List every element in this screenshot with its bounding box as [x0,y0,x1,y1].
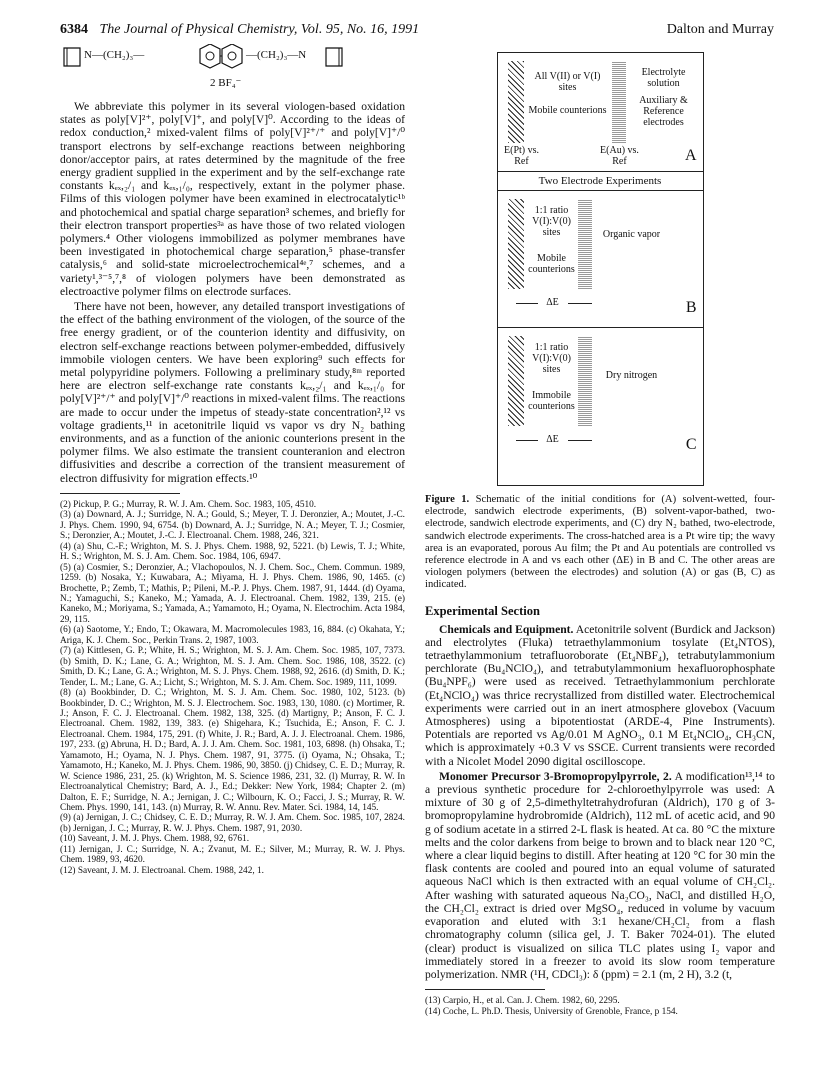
panel-b [498,191,703,328]
monomer-paragraph [425,770,775,981]
body-paragraph-2: There have not been, however, any detailed transport investigations of the effect of the bathing environment of the viologen, of the source of the free energy gradient, or of the counterion identity and diffusivity, on electron self-exchange reactions between polymer-embedded, diffusively immobile viologen centers. We have been exploring⁹ such effects for metal polypyridine polymers. Following a preliminary study,⁸ᵐ reported here are electron self-exchange rate constants kₑₓ,₂/₁ and kₑₓ,₁/₀ for poly[V]²⁺/⁺ and poly[V]⁺/⁰ reactions in mixed-valent films. The reactions are made to occur under the impetus of steady-state concentration²,¹² vs voltage gradients,¹¹ in acetonitrile liquid vs vapor vs dry N₂ bathing environments, and as a function of the anionic counterions present in the polymer films. We also estimate the transient counteranion and electron diffusivities and describe a correction of the transient measurement of electron diffusivity for migration effects.¹⁰ [60,300,405,485]
reference-item: (11) Jernigan, J. C.; Surridge, N. A.; Zvanut, M. E.; Silver, M.; Murray, R. W. J. Phys. Chem. 1989, 93, 4620. [60,844,405,866]
running-authors: Dalton and Murray [666,22,774,37]
figure-caption-label: Figure 1. [425,494,470,505]
reference-item: (3) (a) Downard, A. J.; Surridge, N. A.; Gould, S.; Meyer, T. J. Deronzier, A.; Moutet, J.-C. J. Phys. Chem. 1990, 94, 6754. (b) Downard, A. J.; Surridge, N. A.; Meyer, T. J.; Cosmier, S.; Deronzier, A.; Moutet, J.-C. J. Electroanal. Chem. 1988, 246, 321. [60,510,405,542]
subsection-title: Monomer Precursor 3-Bromopropylpyrrole, 2. [439,769,672,783]
panel-a-letter: A [684,147,697,164]
two-electrode-title: Two Electrode Experiments [498,171,703,191]
panel-c-polymer-text: 1:1 ratio V(I):V(0) sites [532,342,571,375]
panel-a [498,53,703,171]
page-number: 6384 [60,22,88,37]
references-left [60,500,405,876]
pt-wire-hatch [508,336,524,426]
reference-item: (5) (a) Cosmier, S.; Deronzier, A.; Vlachopoulos, N. J. Chem. Soc., Chem. Commun. 1989, 1259. (b) Nosaka, Y.; Kuwabara, A.; Miyama, H. J. Phys. Chem. 1986, 90, 1465. (c) Brochette, P.; Zemb, T.; Mathis, P.; Pileni, M.-P. J. Phys. Chem. 1987, 91, 1444. (d) Oyama, N.; Yamaguchi, S.; Kaneko, M.; Yamada, A. J. Electroanal. Chem. 1982, 139, 215. (e) Kaneko, M.; Moriyama, S.; Yamada, A.; Yamamoto, H.; Oyama, N. Electrochim. Acta 1984, 29, 115. [60,562,405,625]
left-column [60,44,405,876]
footnote-rule [425,989,545,990]
reference-item: (2) Pickup, P. G.; Murray, R. W. J. Am. Chem. Soc. 1983, 105, 4510. [60,499,317,510]
reference-item: (8) (a) Bookbinder, D. C.; Wrighton, M. S. J. Am. Chem. Soc. 1980, 102, 5123. (b) Bookbinder, D. C.; Wrighton, M. S. J. Electrochem. Soc. 1983, 130, 1080. (c) Mortimer, R. J.; Anson, F. C. J. Electroanal. Chem. 1982, 138, 325. (d) Martigny, P.; Anson, F. C. J. Electroanal. Chem. 1982, 139, 383. (e) Shigehara, K.; Tsuchida, E.; Anson, F. C. J. Electroanal. Chem. 1984, 175, 291. (f) White, J. R.; Bard, A. J. J. Electroanal. Chem. 1986, 197, 233. (g) Abruna, H. D.; Bard, A. J. J. Am. Chem. Soc. 1981, 103, 6898. (h) Ohsaka, T.; Yamamoto, H.; Oyama, N. J. Phys. Chem. 1987, 91, 3775. (i) Oyama, N.; Ohsaka, T.; Yamamoto, H.; Kaneko, M. J. Phys. Chem. 1986, 90, 3850. (j) Chidsey, C. E. D.; Murray, R. W. Science 1986, 231, 25. (k) Wrighton, M. S. Science 1986, 231, 32. (l) Murray, R. W. In Electroanalytical Chemistry; Bard, A. J., Ed.; Dekker: New York, 1984; Chapter 2. (m) Dalton, E. F.; Surridge, N. A.; Jernigan, J. C.; Wilbourn, K. O.; Facci, J. S.; Murray, R. W. Chem. Phys. 1990, 141, 143. (n) Murray, R. W. Annu. Rev. Mater. Sci. 1984, 14, 145. [60,688,405,814]
footnote-rule [60,493,180,494]
subsection-title: Chemicals and Equipment. [439,622,574,636]
references-right [425,996,775,1017]
reference-item: (7) (a) Kittlesen, G. P.; White, H. S.; Wrighton, M. S. J. Am. Chem. Soc. 1985, 107, 7373. (b) Smith, D. K.; Lane, G. A.; Wrighton, M. S. J. Am. Chem. Soc. 1986, 108, 3522. (c) Smith, D. K.; Lane, G. A.; Wrighton, M. S. J. Phys. Chem. 1988, 92, 2616. (d) Smith, D. K.; Tender, L. M.; Lane, G. A.; Licht, S.; Wrighton, M. S. J. Am. Chem. Soc. 1989, 111, 1099. [60,646,405,688]
au-film-wavy [578,199,592,289]
reference-item: (6) (a) Saotome, Y.; Endo, T.; Okawara, M. Macromolecules 1983, 16, 884. (c) Okahata, Y.; Ariga, K. J. Chem. Soc., Perkin Trans. 2, 1987, 1003. [60,625,405,646]
panel-b-vapor-text: Organic vapor [602,229,661,240]
panel-c [498,328,703,464]
au-film-wavy [612,61,626,143]
panel-a-au-potential: E(Au) vs. Ref [600,145,639,167]
chemicals-paragraph [425,623,775,768]
panel-a-pt-potential: E(Pt) vs. Ref [504,145,539,167]
panel-c-delta-e: ΔE [538,434,568,445]
reference-item: (9) (a) Jernigan, J. C.; Chidsey, C. E. D.; Murray, R. W. J. Am. Chem. Soc. 1985, 107, 2824. (b) Jernigan, J. C.; Murray, R. W. J. Phys. Chem. 1987, 91, 2030. [60,813,405,834]
panel-b-delta-e: ΔE [538,297,568,308]
panel-b-polymer-text: 1:1 ratio V(I):V(0) sites [532,205,571,238]
au-film-wavy [578,336,592,426]
chain-left: N—(CH₂)₃— [84,49,145,61]
reference-item: (14) Coche, L. Ph.D. Thesis, University of Grenoble, France, p 154. [425,1006,678,1017]
body-paragraph-1: We abbreviate this polymer in its several viologen-based oxidation states as poly[V]²⁺, poly[V]⁺, and poly[V]⁰. According to the ideas of redox conduction,² mixed-valent films of poly[V]²⁺/⁺ and poly[V]⁺/⁰ transport electrons by self-exchange reactions between neighboring donor/acceptor pairs, at rates determined by the magnitude of the free energy gradient supplied in the experiment and by the self-exchange rate constants kₑₓ,₂/₁ and kₑₓ,₁/₀, respectively, extant in the polymer phase. Films of this viologen polymer have been examined in electrocatalytic¹ᵇ and photochemical and spatial charge separation³ schemes, and briefly for their electron transport properties³ᵃ as have those of two related viologen polymers.⁴ Other viologens immobilized as polymer membranes have been investigated in photochemical charge separation,⁵ phase-transfer catalysis,⁶ and solid-state microelectrochemical⁴ᵉ,⁷ schemes, and a variety¹,³⁻⁵,⁷,⁸ of viologen polymers have been demonstrated as electroactive polymer films on electrode surfaces. [60,100,405,298]
reference-item: (12) Saveant, J. M. J. Electroanal. Chem. 1988, 242, 1. [60,865,264,876]
reference-item: (13) Carpio, H., et al. Can. J. Chem. 1982, 60, 2295. [425,996,620,1007]
panel-a-counterion-text: Mobile counterions [528,105,607,116]
section-title: Experimental Section [425,603,540,618]
pt-wire-hatch [508,199,524,289]
figure-caption-text: Schematic of the initial conditions for (A) solvent-wetted, four-electrode, sandwich electrode experiments, (B) solvent-vapor-bathed, two-electrode, sandwich electrode experiments, and (C) dry N₂ bathed, two-electrode, sandwich electrode experiments. The cross-hatched area is a Pt wire tip; the wavy area is an evaporated, porous Au film; the Pt and Au potentials are controlled vs reference electrode in A and vs each other (ΔE) in B and C. The other areas are viologen polymers (between the electrodes) and solution (A) or gas (B, C) as indicated. [425,494,775,591]
panel-a-polymer-text: All V(II) or V(I) sites [534,71,601,93]
pt-wire-hatch [508,61,524,143]
reference-item: (10) Saveant, J. M. J. Phys. Chem. 1988, 92, 6761. [60,834,250,845]
panel-a-electrodes-text: Auxiliary & Reference electrodes [639,95,688,128]
page-header [60,22,774,42]
chemicals-text: Acetonitrile solvent (Burdick and Jackson) and electrolytes (Fluka) tetraethylammonium tosylate (Et₄NTOS), tetraethylammonium tetrafluoroborate (Et₄NBF₄), tetrabutylammonium perchlorate (Bu₄NClO₄), and tetrabutylammonium hexafluorophosphate (Bu₄NPF₆) were used as received. Tetraethylammonium perchlorate (Et₄NClO₄) was thrice recrystallized from distilled water. Electrochemical experiments were carried out in an inert atmosphere glovebox (Vacuum Atmospheres) using a bipotentiostat (ARDE-4, Pine Instruments). Potentials are reported vs Ag/0.01 M AgNO₃, 0.1 M Et₄NClO₄, CH₃CN, which is approximately +0.3 V vs SSCE. Current transients were recorded with a Nicolet Model 2090 digital oscilloscope. [425,622,775,768]
chemical-structure [60,44,405,94]
figure-1 [497,52,704,486]
panel-b-letter: B [685,299,697,316]
reference-item: (4) (a) Shu, C.-F.; Wrighton, M. S. J. Phys. Chem. 1988, 92, 5221. (b) Lewis, T. J.; White, H. S.; Wrighton, M. S. J. Am. Chem. Soc. 1984, 106, 6947. [60,541,405,563]
formula-label: 2 BF₄⁻ [210,77,242,89]
journal-title: The Journal of Physical Chemistry, Vol. 95, No. 16, 1991 [99,22,420,37]
panel-c-counterion-text: Immobile counterions [528,390,575,412]
panel-c-letter: C [685,436,697,453]
panel-c-nitrogen-text: Dry nitrogen [605,370,658,381]
right-column [425,44,775,1017]
monomer-text: A modification¹³,¹⁴ to a previous synthetic procedure for 2-chloroethylpyrrole was used: A mixture of 30 g of 2,5-dimethyltetrahydrofuran (Aldrich), 170 g of 3-bromopropylamine hydrobromide (Aldrich), 112 mL of acetic acid, and 90 g of sodium acetate in a stirred 2-L flask is heated. At ca. 80 °C the mixture melts and the color darkens from beige to brown and to black near 120 °C, where a clear liquid begins to distill. After heating at 120 °C for 30 min the flask contents are cooled and poured into an equal volume of saturated aqueous NaCl which is then extracted with an equal volume of CH₂Cl₂. After washing with saturated aqueous Na₂CO₃, NaCl, and distilled H₂O, the CH₂Cl₂ extract is dried over MgSO₄, reduced in volume by vacuum evaporation and eluted with 3:1 hexane/CH₂Cl₂ from a flash chromatography column (silica gel, J. T. Baker 7024-01). The eluted (clear) product is visualized on silica TLC plates using I₂ vapor and immediately stored in a freezer to avoid its slow room temperature polymerization. NMR (¹H, CDCl₃): δ (ppm) = 2.1 (m, 2 H), 3.2 (t, [425,769,775,981]
panel-b-counterion-text: Mobile counterions [528,253,575,275]
panel-a-solution-text: Electrolyte solution [641,67,686,89]
figure-caption [425,494,775,592]
chain-right: —(CH₂)₃—N [246,49,307,61]
